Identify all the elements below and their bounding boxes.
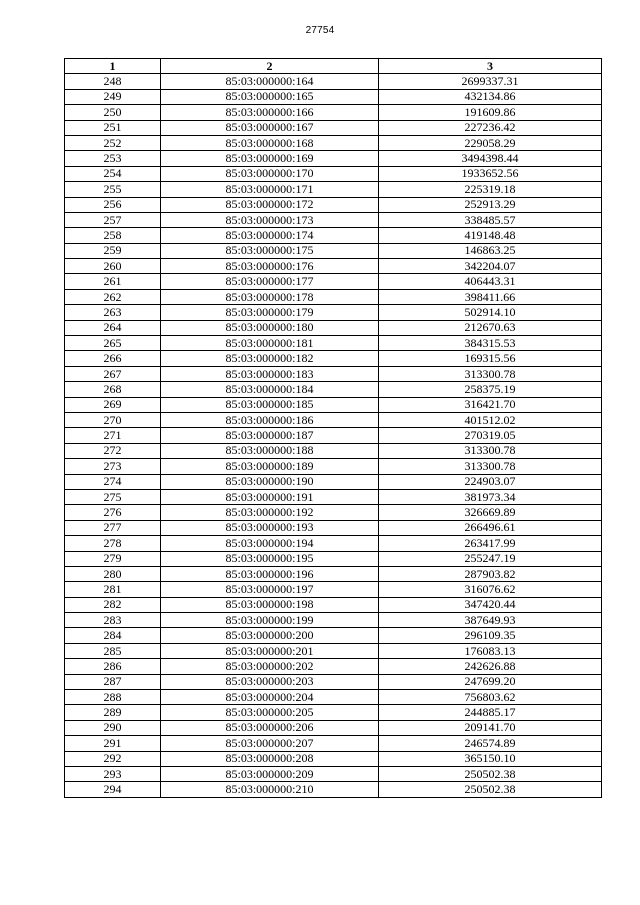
- table-row: [65, 105, 602, 120]
- row-number-cell: 272: [65, 443, 161, 458]
- table-row: [65, 366, 602, 381]
- table-row: [65, 582, 602, 597]
- value-cell: 191609.86: [379, 105, 602, 120]
- cadastral-number-cell: 85:03:000000:200: [161, 628, 379, 643]
- row-number-cell: 287: [65, 674, 161, 689]
- cadastral-number-cell: 85:03:000000:177: [161, 274, 379, 289]
- value-cell: 381973.34: [379, 489, 602, 504]
- row-number-cell: 261: [65, 274, 161, 289]
- cadastral-number-cell: 85:03:000000:199: [161, 613, 379, 628]
- value-cell: 401512.02: [379, 412, 602, 427]
- cadastral-number-cell: 85:03:000000:185: [161, 397, 379, 412]
- cadastral-number-cell: 85:03:000000:206: [161, 720, 379, 735]
- row-number-cell: 269: [65, 397, 161, 412]
- value-cell: 209141.70: [379, 720, 602, 735]
- row-number-cell: 266: [65, 351, 161, 366]
- value-cell: 387649.93: [379, 613, 602, 628]
- header-row: [65, 59, 602, 74]
- row-number-cell: 293: [65, 766, 161, 781]
- column-header-1: 1: [65, 59, 161, 74]
- cadastral-number-cell: 85:03:000000:195: [161, 551, 379, 566]
- cadastral-number-cell: 85:03:000000:193: [161, 520, 379, 535]
- cadastral-number-cell: 85:03:000000:198: [161, 597, 379, 612]
- table-row: [65, 659, 602, 674]
- table-row: [65, 459, 602, 474]
- value-cell: 244885.17: [379, 705, 602, 720]
- cadastral-number-cell: 85:03:000000:184: [161, 382, 379, 397]
- value-cell: 246574.89: [379, 736, 602, 751]
- table-row: [65, 336, 602, 351]
- row-number-cell: 257: [65, 212, 161, 227]
- cadastral-number-cell: 85:03:000000:201: [161, 643, 379, 658]
- row-number-cell: 289: [65, 705, 161, 720]
- table-row: [65, 228, 602, 243]
- table-row: [65, 382, 602, 397]
- table-row: [65, 705, 602, 720]
- data-table: [64, 58, 602, 798]
- cadastral-number-cell: 85:03:000000:169: [161, 151, 379, 166]
- table-row: [65, 690, 602, 705]
- value-cell: 224903.07: [379, 474, 602, 489]
- column-header-3: 3: [379, 59, 602, 74]
- row-number-cell: 283: [65, 613, 161, 628]
- row-number-cell: 291: [65, 736, 161, 751]
- row-number-cell: 271: [65, 428, 161, 443]
- value-cell: 398411.66: [379, 289, 602, 304]
- value-cell: 250502.38: [379, 782, 602, 797]
- cadastral-number-cell: 85:03:000000:189: [161, 459, 379, 474]
- value-cell: 270319.05: [379, 428, 602, 443]
- row-number-cell: 278: [65, 536, 161, 551]
- row-number-cell: 250: [65, 105, 161, 120]
- table-row: [65, 489, 602, 504]
- row-number-cell: 282: [65, 597, 161, 612]
- value-cell: 316421.70: [379, 397, 602, 412]
- cadastral-number-cell: 85:03:000000:209: [161, 766, 379, 781]
- table-row: [65, 135, 602, 150]
- row-number-cell: 255: [65, 182, 161, 197]
- row-number-cell: 281: [65, 582, 161, 597]
- table-row: [65, 613, 602, 628]
- cadastral-number-cell: 85:03:000000:176: [161, 259, 379, 274]
- row-number-cell: 258: [65, 228, 161, 243]
- row-number-cell: 268: [65, 382, 161, 397]
- cadastral-number-cell: 85:03:000000:188: [161, 443, 379, 458]
- value-cell: 313300.78: [379, 443, 602, 458]
- row-number-cell: 252: [65, 135, 161, 150]
- table-row: [65, 289, 602, 304]
- cadastral-number-cell: 85:03:000000:207: [161, 736, 379, 751]
- value-cell: 2699337.31: [379, 74, 602, 89]
- cadastral-number-cell: 85:03:000000:167: [161, 120, 379, 135]
- cadastral-number-cell: 85:03:000000:186: [161, 412, 379, 427]
- row-number-cell: 249: [65, 89, 161, 104]
- row-number-cell: 254: [65, 166, 161, 181]
- row-number-cell: 285: [65, 643, 161, 658]
- table-row: [65, 766, 602, 781]
- table-row: [65, 397, 602, 412]
- cadastral-number-cell: 85:03:000000:175: [161, 243, 379, 258]
- value-cell: 176083.13: [379, 643, 602, 658]
- row-number-cell: 290: [65, 720, 161, 735]
- value-cell: 247699.20: [379, 674, 602, 689]
- value-cell: 313300.78: [379, 459, 602, 474]
- cadastral-number-cell: 85:03:000000:172: [161, 197, 379, 212]
- value-cell: 406443.31: [379, 274, 602, 289]
- row-number-cell: 286: [65, 659, 161, 674]
- cadastral-number-cell: 85:03:000000:170: [161, 166, 379, 181]
- row-number-cell: 277: [65, 520, 161, 535]
- row-number-cell: 248: [65, 74, 161, 89]
- cadastral-number-cell: 85:03:000000:182: [161, 351, 379, 366]
- row-number-cell: 284: [65, 628, 161, 643]
- table-row: [65, 351, 602, 366]
- table-row: [65, 166, 602, 181]
- row-number-cell: 253: [65, 151, 161, 166]
- value-cell: 313300.78: [379, 366, 602, 381]
- value-cell: 432134.86: [379, 89, 602, 104]
- cadastral-number-cell: 85:03:000000:178: [161, 289, 379, 304]
- value-cell: 227236.42: [379, 120, 602, 135]
- table-row: [65, 243, 602, 258]
- table-row: [65, 212, 602, 227]
- cadastral-number-cell: 85:03:000000:202: [161, 659, 379, 674]
- value-cell: 169315.56: [379, 351, 602, 366]
- cadastral-number-cell: 85:03:000000:171: [161, 182, 379, 197]
- value-cell: 255247.19: [379, 551, 602, 566]
- table-row: [65, 566, 602, 581]
- cadastral-number-cell: 85:03:000000:181: [161, 336, 379, 351]
- table-row: [65, 628, 602, 643]
- table-row: [65, 305, 602, 320]
- row-number-cell: 263: [65, 305, 161, 320]
- cadastral-number-cell: 85:03:000000:164: [161, 74, 379, 89]
- table-row: [65, 89, 602, 104]
- value-cell: 258375.19: [379, 382, 602, 397]
- row-number-cell: 267: [65, 366, 161, 381]
- row-number-cell: 288: [65, 690, 161, 705]
- row-number-cell: 260: [65, 259, 161, 274]
- value-cell: 316076.62: [379, 582, 602, 597]
- value-cell: 225319.18: [379, 182, 602, 197]
- value-cell: 266496.61: [379, 520, 602, 535]
- table-row: [65, 505, 602, 520]
- cadastral-number-cell: 85:03:000000:192: [161, 505, 379, 520]
- cadastral-number-cell: 85:03:000000:205: [161, 705, 379, 720]
- value-cell: 326669.89: [379, 505, 602, 520]
- row-number-cell: 274: [65, 474, 161, 489]
- row-number-cell: 262: [65, 289, 161, 304]
- cadastral-number-cell: 85:03:000000:204: [161, 690, 379, 705]
- value-cell: 287903.82: [379, 566, 602, 581]
- row-number-cell: 273: [65, 459, 161, 474]
- value-cell: 296109.35: [379, 628, 602, 643]
- cadastral-number-cell: 85:03:000000:173: [161, 212, 379, 227]
- value-cell: 229058.29: [379, 135, 602, 150]
- value-cell: 338485.57: [379, 212, 602, 227]
- table-header: [65, 59, 602, 74]
- cadastral-number-cell: 85:03:000000:183: [161, 366, 379, 381]
- value-cell: 263417.99: [379, 536, 602, 551]
- row-number-cell: 251: [65, 120, 161, 135]
- table-row: [65, 782, 602, 797]
- row-number-cell: 264: [65, 320, 161, 335]
- table-row: [65, 551, 602, 566]
- cadastral-number-cell: 85:03:000000:180: [161, 320, 379, 335]
- value-cell: 342204.07: [379, 259, 602, 274]
- cadastral-number-cell: 85:03:000000:194: [161, 536, 379, 551]
- row-number-cell: 294: [65, 782, 161, 797]
- cadastral-number-cell: 85:03:000000:203: [161, 674, 379, 689]
- cadastral-number-cell: 85:03:000000:174: [161, 228, 379, 243]
- table-row: [65, 674, 602, 689]
- column-header-2: 2: [161, 59, 379, 74]
- table-row: [65, 74, 602, 89]
- table-row: [65, 412, 602, 427]
- table-row: [65, 428, 602, 443]
- table-row: [65, 736, 602, 751]
- page-number: 27754: [305, 25, 335, 36]
- cadastral-number-cell: 85:03:000000:190: [161, 474, 379, 489]
- value-cell: 250502.38: [379, 766, 602, 781]
- table-row: [65, 536, 602, 551]
- value-cell: 365150.10: [379, 751, 602, 766]
- value-cell: 384315.53: [379, 336, 602, 351]
- row-number-cell: 270: [65, 412, 161, 427]
- table-row: [65, 274, 602, 289]
- value-cell: 212670.63: [379, 320, 602, 335]
- row-number-cell: 292: [65, 751, 161, 766]
- table-row: [65, 751, 602, 766]
- value-cell: 3494398.44: [379, 151, 602, 166]
- cadastral-number-cell: 85:03:000000:208: [161, 751, 379, 766]
- cadastral-number-cell: 85:03:000000:197: [161, 582, 379, 597]
- value-cell: 347420.44: [379, 597, 602, 612]
- table-row: [65, 197, 602, 212]
- value-cell: 419148.48: [379, 228, 602, 243]
- row-number-cell: 275: [65, 489, 161, 504]
- row-number-cell: 276: [65, 505, 161, 520]
- cadastral-number-cell: 85:03:000000:187: [161, 428, 379, 443]
- cadastral-number-cell: 85:03:000000:179: [161, 305, 379, 320]
- cadastral-number-cell: 85:03:000000:166: [161, 105, 379, 120]
- row-number-cell: 279: [65, 551, 161, 566]
- row-number-cell: 265: [65, 336, 161, 351]
- value-cell: 242626.88: [379, 659, 602, 674]
- table-row: [65, 320, 602, 335]
- table-row: [65, 474, 602, 489]
- table-row: [65, 520, 602, 535]
- cadastral-number-cell: 85:03:000000:165: [161, 89, 379, 104]
- value-cell: 146863.25: [379, 243, 602, 258]
- row-number-cell: 259: [65, 243, 161, 258]
- table-body: [65, 74, 602, 797]
- cadastral-number-cell: 85:03:000000:210: [161, 782, 379, 797]
- cadastral-number-cell: 85:03:000000:191: [161, 489, 379, 504]
- table-row: [65, 259, 602, 274]
- table-row: [65, 120, 602, 135]
- table-row: [65, 720, 602, 735]
- row-number-cell: 256: [65, 197, 161, 212]
- cadastral-number-cell: 85:03:000000:196: [161, 566, 379, 581]
- table-row: [65, 182, 602, 197]
- table-row: [65, 151, 602, 166]
- table-row: [65, 443, 602, 458]
- value-cell: 252913.29: [379, 197, 602, 212]
- row-number-cell: 280: [65, 566, 161, 581]
- table-row: [65, 597, 602, 612]
- value-cell: 756803.62: [379, 690, 602, 705]
- value-cell: 502914.10: [379, 305, 602, 320]
- table-row: [65, 643, 602, 658]
- value-cell: 1933652.56: [379, 166, 602, 181]
- cadastral-number-cell: 85:03:000000:168: [161, 135, 379, 150]
